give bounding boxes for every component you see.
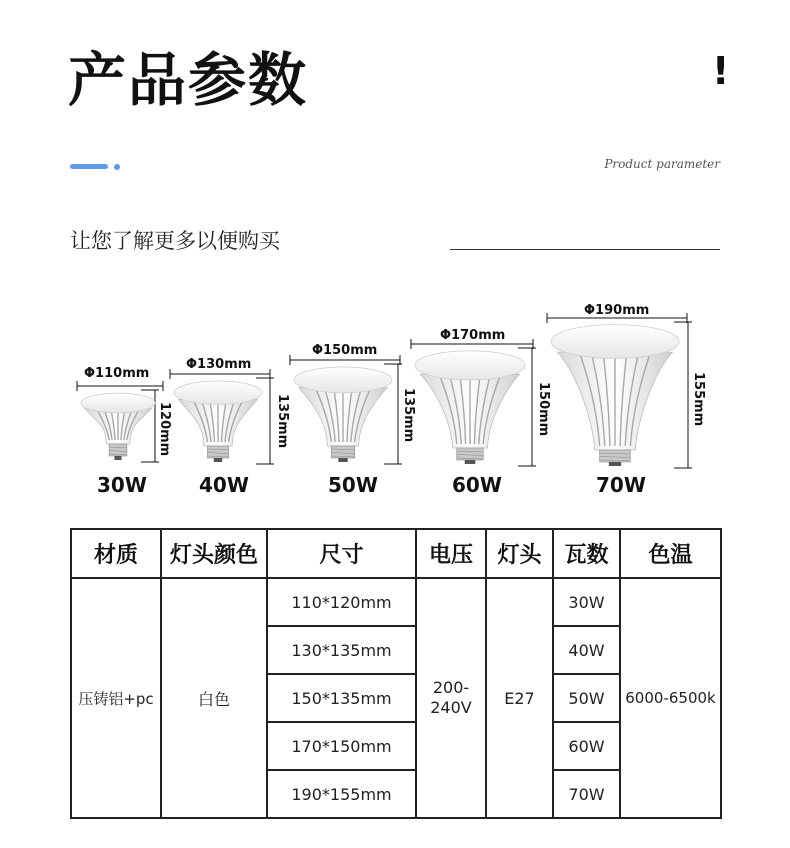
- exclamation-mark: !: [712, 49, 730, 93]
- bulb-dome: [81, 393, 155, 413]
- height-label: 155mm: [691, 372, 706, 427]
- spec-table: [70, 528, 722, 819]
- cell-size: 190*155mm: [267, 770, 416, 818]
- cell-base: E27: [486, 578, 553, 818]
- cell-wattage: 30W: [553, 578, 620, 626]
- subtitle-english: Product parameter: [604, 157, 720, 171]
- diameter-label: Φ190mm: [584, 303, 650, 318]
- cell-size: 130*135mm: [267, 626, 416, 674]
- header-base-color: 灯头颜色: [161, 529, 267, 578]
- header-wattage: 瓦数: [553, 529, 620, 578]
- diameter-label: Φ150mm: [312, 343, 378, 358]
- product-size-gallery: [0, 290, 790, 500]
- table-row: [71, 578, 721, 626]
- header-material: 材质: [71, 529, 161, 578]
- bulb-dome: [551, 325, 679, 359]
- height-label: 135mm: [275, 394, 290, 449]
- wattage-label: 50W: [328, 473, 378, 497]
- cell-size: 170*150mm: [267, 722, 416, 770]
- cell-wattage: 70W: [553, 770, 620, 818]
- bulb-contact: [214, 458, 222, 462]
- bulb-dome: [415, 351, 525, 380]
- cell-wattage: 50W: [553, 674, 620, 722]
- bulb-dome: [174, 381, 262, 404]
- height-label: 150mm: [536, 382, 551, 437]
- header-color-temp: 色温: [620, 529, 721, 578]
- wattage-label: 70W: [596, 473, 646, 497]
- bulb-contact: [465, 460, 476, 464]
- bulb-contact: [609, 462, 621, 466]
- header-size: 尺寸: [267, 529, 416, 578]
- bulb-illustrations: [0, 290, 790, 500]
- bulb-dome: [294, 367, 392, 393]
- tagline: 让您了解更多以便购买: [70, 229, 280, 253]
- accent-line: [70, 164, 108, 169]
- cell-material: 压铸铝+pc: [71, 578, 161, 818]
- cell-voltage: 200- 240V: [416, 578, 486, 818]
- diameter-label: Φ110mm: [84, 366, 150, 381]
- cell-color-temp: 6000-6500k: [620, 578, 721, 818]
- wattage-label: 60W: [452, 473, 502, 497]
- diameter-label: Φ170mm: [440, 328, 506, 343]
- height-label: 120mm: [157, 402, 172, 457]
- accent-dot: [114, 164, 120, 170]
- bulb-contact: [114, 456, 121, 460]
- wattage-label: 40W: [199, 473, 249, 497]
- bulb-contact: [338, 458, 347, 462]
- cell-base-color: 白色: [161, 578, 267, 818]
- header-base: 灯头: [486, 529, 553, 578]
- table-header-row: [71, 529, 721, 578]
- page-title: 产品参数: [68, 46, 309, 114]
- height-label: 135mm: [401, 388, 416, 443]
- cell-wattage: 60W: [553, 722, 620, 770]
- cell-size: 150*135mm: [267, 674, 416, 722]
- header-voltage: 电压: [416, 529, 486, 578]
- diameter-label: Φ130mm: [186, 357, 252, 372]
- cell-size: 110*120mm: [267, 578, 416, 626]
- wattage-label: 30W: [97, 473, 147, 497]
- cell-wattage: 40W: [553, 626, 620, 674]
- tagline-rule: [450, 249, 720, 250]
